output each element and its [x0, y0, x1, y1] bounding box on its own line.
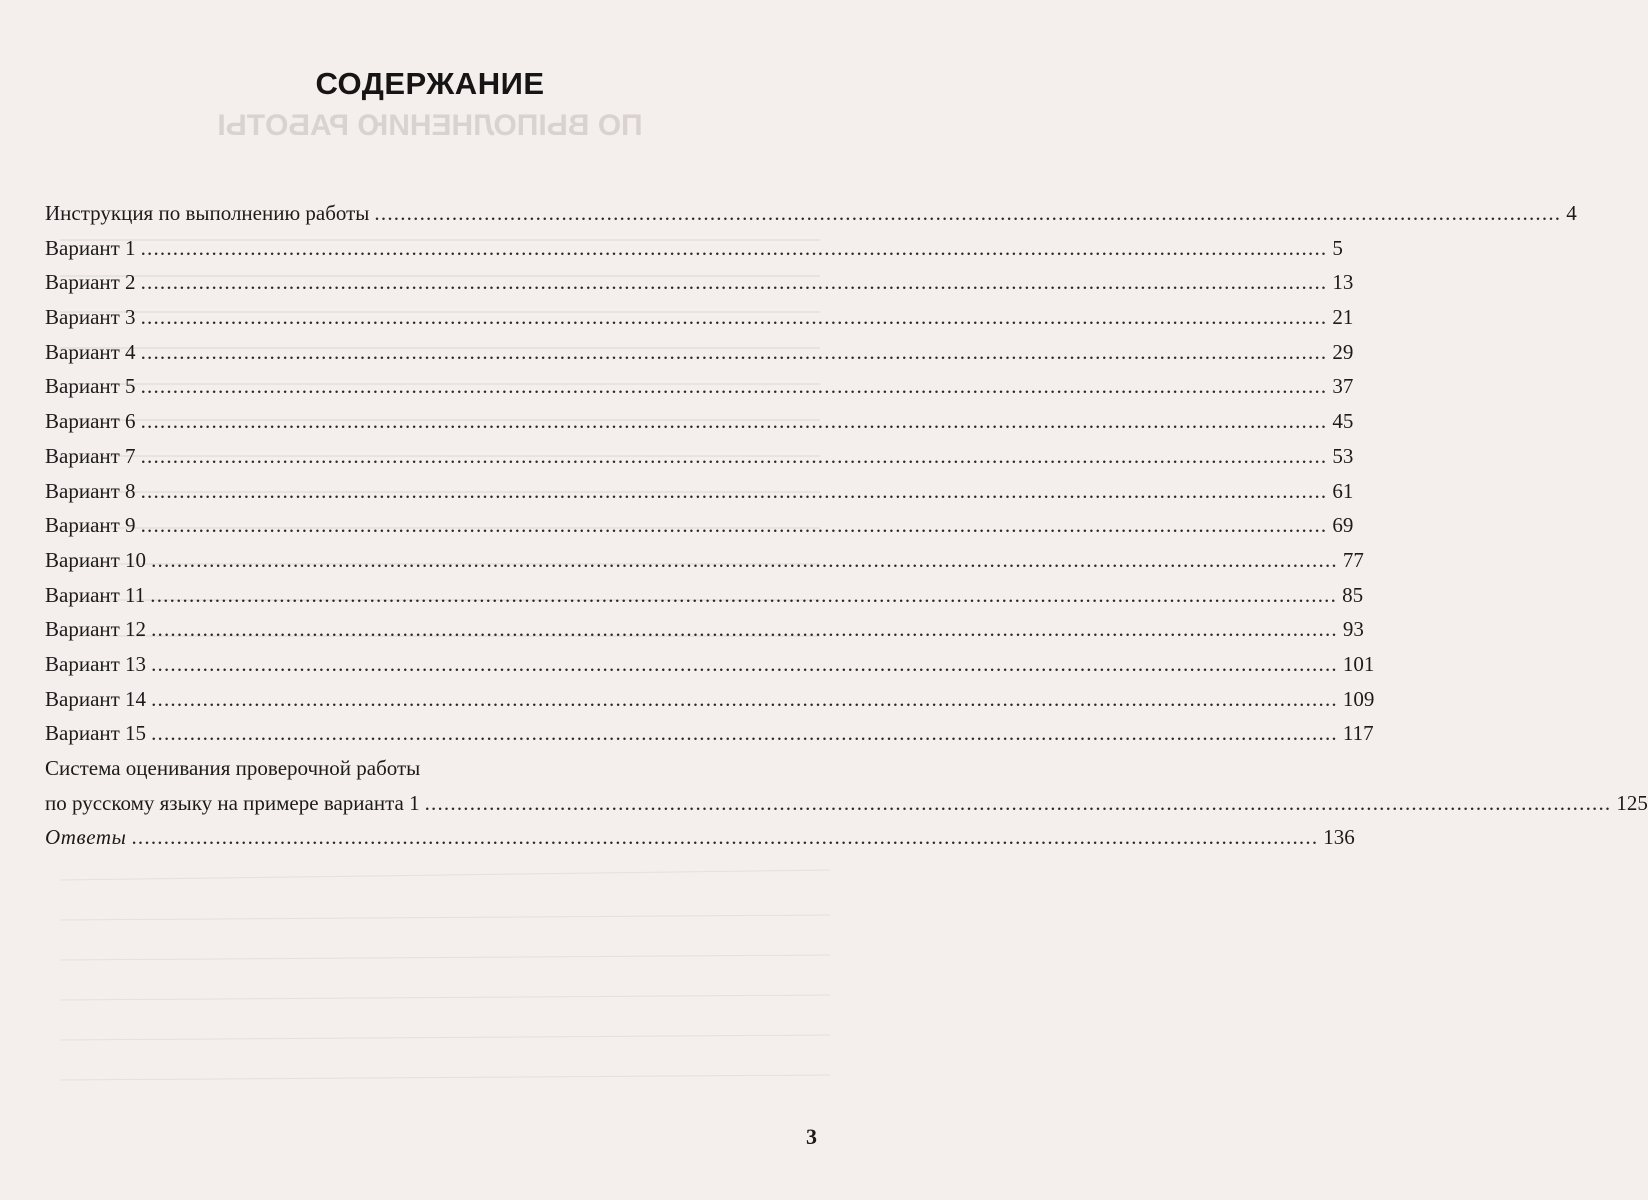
toc-entry-label: по русскому языку на примере варианта 1 [45, 790, 420, 815]
svg-text:ПО ВЫПОЛНЕНИЮ РАБОТЫ: ПО ВЫПОЛНЕНИЮ РАБОТЫ [217, 109, 643, 142]
toc-entry-page: 101 [1342, 651, 1375, 676]
dot-leader: ........................................................................................................................................................................................ [150, 582, 1338, 607]
dot-leader: ........................................................................................................................................................................................ [151, 547, 1338, 572]
toc-row [45, 716, 1374, 751]
dot-leader: ........................................................................................................................................................................................ [424, 790, 1612, 815]
toc-row [45, 578, 1364, 613]
toc-entry-label: Вариант 12 [45, 617, 147, 642]
toc-row-answers [45, 820, 1355, 855]
table-of-contents [45, 196, 1648, 855]
dot-leader: ........................................................................................................................................................................................ [140, 305, 1328, 330]
toc-entry-page: 109 [1342, 686, 1375, 711]
toc-row [45, 439, 1354, 474]
dot-leader: ........................................................................................................................................................................................ [140, 235, 1328, 260]
toc-entry-label: Вариант 15 [45, 721, 147, 746]
dot-leader: ........................................................................................................................................................................................ [140, 339, 1328, 364]
dot-leader: ........................................................................................................................................................................................ [140, 270, 1328, 295]
toc-entry-page: 37 [1332, 374, 1354, 399]
toc-entry-label: Вариант 4 [45, 339, 136, 364]
toc-entry-label: Вариант 1 [45, 235, 136, 260]
dot-leader: ........................................................................................................................................................................................ [151, 651, 1338, 676]
toc-row-grading-line2 [45, 786, 1648, 821]
dot-leader: ........................................................................................................................................................................................ [374, 201, 1562, 225]
toc-row [45, 300, 1354, 335]
toc-entry-page: 69 [1332, 513, 1354, 538]
toc-entry-label: Вариант 5 [45, 374, 136, 399]
dot-leader: ........................................................................................................................................................................................ [140, 443, 1328, 468]
toc-row [45, 543, 1364, 578]
toc-entry-page: 4 [1566, 201, 1577, 225]
dot-leader: ........................................................................................................................................................................................ [140, 374, 1328, 399]
toc-row [45, 647, 1375, 682]
toc-entry-label: Вариант 14 [45, 686, 147, 711]
toc-row [45, 335, 1354, 370]
dot-leader: ........................................................................................................................................................................................ [140, 513, 1328, 538]
toc-entry-page: 5 [1332, 235, 1343, 260]
dot-leader: ........................................................................................................................................................................................ [151, 721, 1338, 746]
toc-row [45, 369, 1354, 404]
dot-leader: ........................................................................................................................................................................................ [151, 617, 1338, 642]
toc-entry-page: 53 [1332, 443, 1354, 468]
toc-entry-page: 29 [1332, 339, 1354, 364]
toc-entry-label: Ответы [45, 825, 127, 850]
toc-entry-page: 93 [1342, 617, 1364, 642]
toc-entry-page: 61 [1332, 478, 1354, 503]
toc-row [45, 404, 1354, 439]
toc-row [45, 231, 1343, 266]
page-title: СОДЕРЖАНИЕ [315, 66, 545, 101]
toc-entry-label: Вариант 6 [45, 409, 136, 434]
toc-entry-label: Вариант 10 [45, 547, 147, 572]
toc-entry-page: 13 [1332, 270, 1354, 295]
dot-leader: ........................................................................................................................................................................................ [140, 478, 1328, 503]
toc-row [45, 612, 1364, 647]
toc-entry-page: 45 [1332, 409, 1354, 434]
toc-entry-page: 85 [1342, 582, 1364, 607]
toc-entry-label: Система оценивания проверочной работы [45, 756, 421, 780]
dot-leader: ........................................................................................................................................................................................ [140, 409, 1328, 434]
toc-row [45, 682, 1375, 717]
toc-row [45, 265, 1354, 300]
toc-row [45, 474, 1354, 509]
toc-entry-page: 117 [1342, 721, 1374, 746]
toc-entry-page: 125 [1616, 790, 1648, 815]
toc-entry-label: Вариант 11 [45, 582, 146, 607]
toc-entry-page: 136 [1323, 825, 1355, 850]
toc-entry-label: Вариант 3 [45, 305, 136, 330]
toc-entry-label: Вариант 9 [45, 513, 136, 538]
page-number: 3 [806, 1124, 817, 1149]
toc-entry-label: Вариант 7 [45, 443, 136, 468]
toc-entry-page: 77 [1342, 547, 1364, 572]
toc-entry-label: Инструкция по выполнению работы [45, 201, 370, 225]
toc-row-grading-line1 [45, 751, 817, 786]
dot-leader: ........................................................................................................................................................................................ [151, 686, 1338, 711]
toc-entry-page: 21 [1332, 305, 1354, 330]
toc-entry-label: Вариант 8 [45, 478, 136, 503]
toc-entry-label: Вариант 13 [45, 651, 147, 676]
dot-leader: ........................................................................................................................................................................................ [131, 825, 1319, 850]
toc-row [45, 196, 1577, 231]
toc-row [45, 508, 1354, 543]
toc-entry-label: Вариант 2 [45, 270, 136, 295]
